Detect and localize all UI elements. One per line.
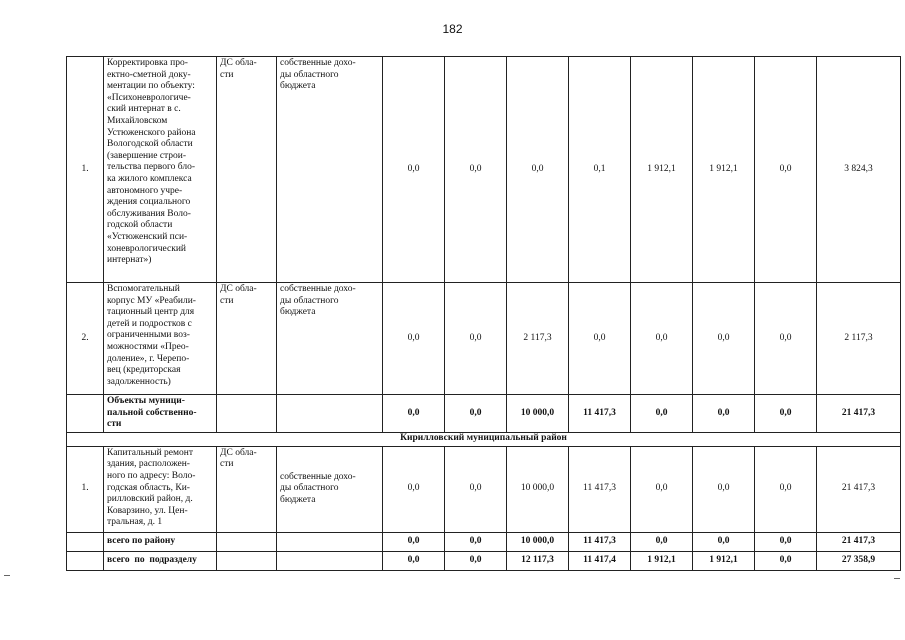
- value-cell: 0,0: [569, 283, 631, 395]
- section-title: Кирилловский муниципальный район: [67, 432, 901, 446]
- value-cell: 0,0: [383, 283, 445, 395]
- value-cell: 10 000,0: [507, 532, 569, 551]
- customer-cell: ДС обла- сти: [217, 57, 277, 283]
- row-index: 2.: [67, 283, 104, 395]
- funding-source: собственные дохо- ды областного бюджета: [277, 283, 383, 395]
- funding-source: собственные дохо- ды областного бюджета: [277, 446, 383, 532]
- budget-table: [66, 56, 901, 571]
- object-name: Капитальный ремонт здания, расположен- ного по адресу: Воло- годская область, Ки- рилловский район, д. Коварзино, ул. Цен- тральная, д. 1: [104, 446, 217, 532]
- value-cell: 0,0: [445, 57, 507, 283]
- value-cell: 0,0: [693, 532, 755, 551]
- customer-cell: ДС обла- сти: [217, 446, 277, 532]
- margin-tick-left: [4, 575, 10, 576]
- total-row: [67, 532, 901, 551]
- customer-cell: ДС обла- сти: [217, 283, 277, 395]
- value-cell: 0,0: [445, 446, 507, 532]
- value-cell: 0,0: [383, 395, 445, 433]
- value-cell: 12 117,3: [507, 551, 569, 570]
- value-cell: 0,0: [693, 395, 755, 433]
- value-cell: 0,0: [383, 532, 445, 551]
- total-cell: 21 417,3: [817, 395, 901, 433]
- table-row: [67, 283, 901, 395]
- value-cell: 0,0: [445, 283, 507, 395]
- value-cell: 1 912,1: [631, 551, 693, 570]
- value-cell: 0,0: [755, 57, 817, 283]
- row-index: 1.: [67, 446, 104, 532]
- value-cell: 1 912,1: [631, 57, 693, 283]
- value-cell: 11 417,4: [569, 551, 631, 570]
- value-cell: 0,0: [755, 446, 817, 532]
- value-cell: 0,0: [631, 395, 693, 433]
- value-cell: 0,1: [569, 57, 631, 283]
- value-cell: 0,0: [445, 395, 507, 433]
- value-cell: 2 117,3: [507, 283, 569, 395]
- value-cell: 11 417,3: [569, 395, 631, 433]
- value-cell: 0,0: [755, 532, 817, 551]
- value-cell: 0,0: [383, 446, 445, 532]
- subtotal-label: Объекты муници- пальной собственно- сти: [104, 395, 217, 433]
- grand-total-row: [67, 551, 901, 570]
- value-cell: 0,0: [693, 446, 755, 532]
- value-cell: 0,0: [445, 551, 507, 570]
- total-label: всего по подразделу: [104, 551, 217, 570]
- value-cell: 0,0: [383, 57, 445, 283]
- subtotal-row: [67, 395, 901, 433]
- value-cell: 0,0: [755, 283, 817, 395]
- value-cell: 11 417,3: [569, 446, 631, 532]
- value-cell: 0,0: [693, 283, 755, 395]
- value-cell: 0,0: [631, 532, 693, 551]
- section-header-row: [67, 432, 901, 446]
- value-cell: 0,0: [445, 532, 507, 551]
- value-cell: 1 912,1: [693, 57, 755, 283]
- page-number: 182: [442, 22, 463, 36]
- table-row: [67, 446, 901, 532]
- value-cell: 1 912,1: [693, 551, 755, 570]
- value-cell: 0,0: [383, 551, 445, 570]
- total-label: всего по району: [104, 532, 217, 551]
- value-cell: 0,0: [631, 283, 693, 395]
- value-cell: 0,0: [507, 57, 569, 283]
- object-name: Вспомогательный корпус МУ «Реабили- тационный центр для детей и подростков с ограниченными воз- можностями «Прео- доление», г. Черепо- вец (кредиторская задолженность): [104, 283, 217, 395]
- value-cell: 11 417,3: [569, 532, 631, 551]
- value-cell: 10 000,0: [507, 446, 569, 532]
- total-cell: 2 117,3: [817, 283, 901, 395]
- object-name: Корректировка про- ектно-сметной доку- ментации по объекту: «Психоневрологиче- ский интернат в с. Михайловском Устюженского района Вологодской области (завершение строи- тельства первого бло- ка жилого комплекса автономного учре- ждения социального обслуживания Воло- годской области «Устюженский пси- хоневрологический интернат»): [104, 57, 217, 283]
- value-cell: 10 000,0: [507, 395, 569, 433]
- value-cell: 0,0: [631, 446, 693, 532]
- row-index: 1.: [67, 57, 104, 283]
- value-cell: 0,0: [755, 395, 817, 433]
- total-cell: 21 417,3: [817, 446, 901, 532]
- table-row: [67, 57, 901, 283]
- total-cell: 3 824,3: [817, 57, 901, 283]
- margin-tick-right: [894, 578, 900, 579]
- value-cell: 0,0: [755, 551, 817, 570]
- total-cell: 27 358,9: [817, 551, 901, 570]
- total-cell: 21 417,3: [817, 532, 901, 551]
- funding-source: собственные дохо- ды областного бюджета: [277, 57, 383, 283]
